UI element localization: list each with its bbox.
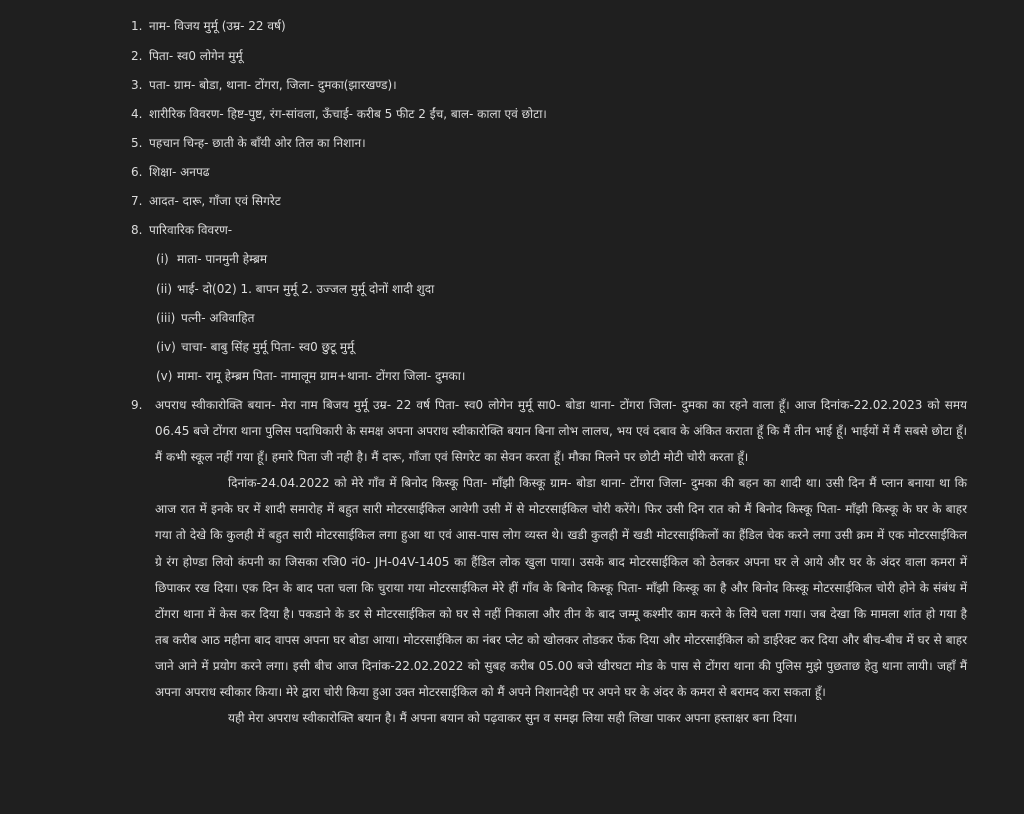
sub-item-text: पत्नी- अविवाहित (181, 311, 255, 325)
confession-paragraph-1: अपराध स्वीकारोक्ति बयान- मेरा नाम बिजय मुर्मू उम्र- 22 वर्ष पिता- स्व0 लोगेन मुर्मू सा0- बोडा थाना- टोंगरा जिला- दुमका का रहने वाला हूँ। आज दिनांक-22.02.2023 को समय 06.45 बजे टोंगरा थाना पुलिस पदाधिकारी के समक्ष अपना अपराध स्वीकारोक्ति बयान बिना लोभ लालच, भय एवं दबाव के अंकित कराता हूँ कि मैं तीन भाई हूँ। भाईयों में मैं सबसे छोटा हूँ। मैं कभी स्कूल नहीं गया हूँ। हमारे पिता जी नही है। मैं दारू, गाँजा एवं सिगरेट का सेवन करता हूँ। मौका मिलने पर छोटी मोटी चोरी करता हूँ। (155, 398, 967, 465)
item-number: 3. (131, 78, 143, 92)
sub-item-number: (iv) (156, 340, 176, 354)
sub-item-text: चाचा- बाबु सिंह मुर्मू पिता- स्व0 छुटू मुर्मू (181, 340, 355, 354)
item-text-identification: पहचान चिन्ह- छाती के बाँयी ओर तिल का निशान। (149, 136, 366, 150)
sub-item-text: भाई- दो(02) 1. बापन मुर्मू 2. उज्जल मुर्मू दोनों शादी शुदा (177, 282, 435, 296)
sub-item-text: माता- पानमुनी हेम्ब्रम (177, 252, 268, 266)
sub-item-number: (i) (156, 252, 169, 266)
confession-paragraph-3: यही मेरा अपराध स्वीकारोक्ति बयान है। मैं अपना बयान को पढ़वाकर सुन व समझ लिया सही लिखा पाकर अपना हस्ताक्षर बना दिया। (228, 711, 797, 726)
sub-item-number: (ii) (156, 282, 173, 296)
item-number: 6. (131, 165, 143, 179)
item-number: 8. (131, 223, 143, 237)
item-text-habits: आदत- दारू, गाँजा एवं सिगरेट (149, 194, 281, 208)
item-text-physical: शारीरिक विवरण- हिष्ट-पुष्ट, रंग-सांवला, ऊँचाई- करीब 5 फीट 2 ईंच, बाल- काला एवं छोटा। (149, 107, 547, 121)
item-text-father: पिता- स्व0 लोगेन मुर्मू (149, 49, 243, 63)
item-number: 1. (131, 19, 143, 33)
sub-item-number: (iii) (156, 311, 176, 325)
item-text-address: पता- ग्राम- बोडा, थाना- टोंगरा, जिला- दुमका(झारखण्ड)। (149, 78, 397, 92)
sub-item-text: मामा- रामू हेम्ब्रम पिता- नामालूम ग्राम+थाना- टोंगरा जिला- दुमका। (177, 369, 466, 383)
item-number: 5. (131, 136, 143, 150)
item-text-education: शिक्षा- अनपढ (149, 165, 210, 179)
item-number: 4. (131, 107, 143, 121)
confession-statement (155, 392, 967, 731)
item-number: 7. (131, 194, 143, 208)
separator-line (76, 0, 464, 6)
item-text-family: पारिवारिक विवरण- (149, 223, 233, 237)
confession-paragraph-2: दिनांक-24.04.2022 को मेरे गाँव में बिनोद किस्कू पिता- माँझी किस्कू ग्राम- बोडा थाना- टोंगरा जिला- दुमका की बहन का शादी था। उसी दिन मैं प्लान बनाया था कि आज रात में इनके घर में शादी समारोह में बहुत सारी मोटरसाईकिल आयेगी उसी में से मोटरसाईकिल चोरी करेंगे। फिर उसी दिन रात को मैं बिनोद किस्कू पिता- माँझी किस्कू के घर के बाहर गया तो देखे कि कुलही में बहुत सारी मोटरसाईकिल लगा हुआ था एवं आस-पास लोग व्यस्त थे। खडी कुलही में खडी मोटरसाईकिलों का हैंडिल चेक करने लगा उसी क्रम में एक मोटरसाईकिल ग्रे रंग होण्डा लिवो कंपनी का जिसका रजि0 नं0- JH-04V-1405 का हैंडिल लोक खुला पाया। उसके बाद मोटरसाईकिल को ठेलकर अपना घर ले आये और घर के अंदर वाला कमरा में छिपाकर रख दिया। एक दिन के बाद पता चला कि चुराया गया मोटरसाईकिल मेरे हीं गाँव के बिनोद किस्कू पिता- माँझी किस्कू का है और बिनोद किस्कू मोटरसाईकिल चोरी होने के संबंध में टोंगरा थाना में केस कर दिया है। पकडाने के डर से मोटरसाईकिल को घर से नहीं निकाला और तीन के बाद जम्मू कश्मीर काम करने के लिये चला गया। जब देखा कि मामला शांत हो गया है तब करीब आठ महीना बाद वापस अपना घर बोडा आया। मोटरसाईकिल का नंबर प्लेट को खोलकर तोडकर फेंक दिया और मोटरसाईकिल को डाईरेक्ट कर दिया और बीच-बीच में घर से बाहर जाने आने में प्रयोग करने लगा। इसी बीच आज दिनांक-22.02.2022 को सुबह करीब 05.00 बजे खीरघटा मोड के पास से टोंगरा थाना की पुलिस मुझे पुछताछ हेतु थाना लायी। जहाँ मैं अपना अपराध स्वीकार किया। मेरे द्वारा चोरी किया हुआ उक्त मोटरसाईकिल को मैं अपने निशानदेही पर अपने घर के अंदर के कमरा से बरामद करा सकता हूँ। (155, 476, 967, 700)
item-text-name: नाम- विजय मुर्मू (उम्र- 22 वर्ष) (149, 19, 286, 33)
item-number: 2. (131, 49, 143, 63)
sub-item-number: (v) (156, 369, 173, 383)
item-number: 9. (131, 398, 143, 412)
